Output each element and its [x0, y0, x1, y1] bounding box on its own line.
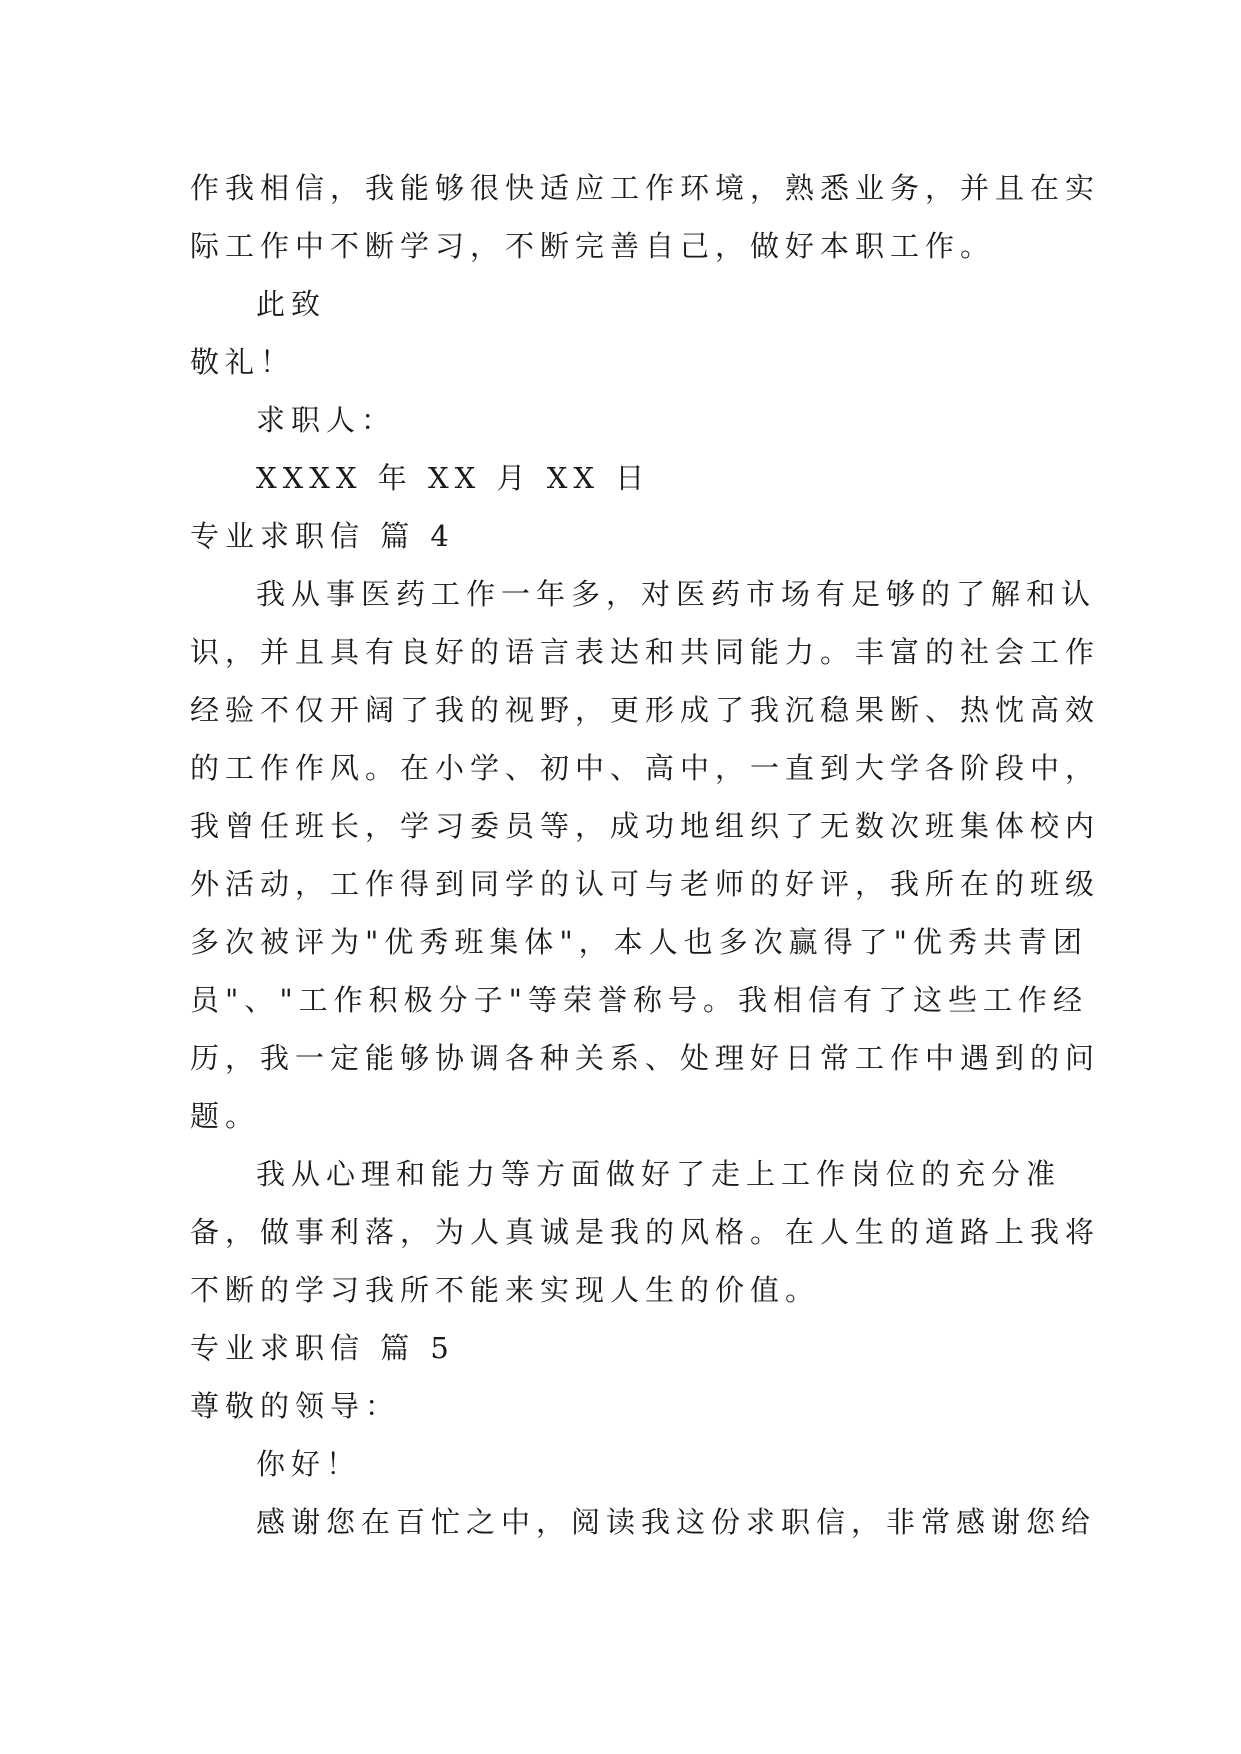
salutation-closing: 敬礼！ — [190, 345, 296, 379]
paragraph-line: 外活动，工作得到同学的认可与老师的好评，我所在的班级 — [190, 867, 1101, 901]
paragraph-line: 我从心理和能力等方面做好了走上工作岗位的充分准 — [256, 1157, 1062, 1191]
paragraph-line: 备，做事利落，为人真诚是我的风格。在人生的道路上我将 — [190, 1215, 1101, 1249]
paragraph-line: 员"、"工作积极分子"等荣誉称号。我相信有了这些工作经 — [190, 983, 1089, 1017]
paragraph-line: 我曾任班长，学习委员等，成功地组织了无数次班集体校内 — [190, 809, 1101, 843]
applicant-signature: 求职人： — [256, 403, 397, 437]
section-heading: 专业求职信 篇 4 — [190, 519, 455, 553]
paragraph-line: 我从事医药工作一年多，对医药市场有足够的了解和认 — [256, 577, 1097, 611]
paragraph-line: 不断的学习我所不能来实现人生的价值。 — [190, 1273, 821, 1307]
paragraph-line: 感谢您在百忙之中，阅读我这份求职信，非常感谢您给 — [256, 1505, 1097, 1539]
paragraph-line: 多次被评为"优秀班集体"，本人也多次赢得了"优秀共青团 — [190, 925, 1089, 959]
paragraph-line: 的工作作风。在小学、初中、高中，一直到大学各阶段中， — [190, 751, 1101, 785]
section-heading: 专业求职信 篇 5 — [190, 1331, 455, 1365]
paragraph-line: 历，我一定能够协调各种关系、处理好日常工作中遇到的问 — [190, 1041, 1101, 1075]
paragraph-line: 经验不仅开阔了我的视野，更形成了我沉稳果断、热忱高效 — [190, 693, 1101, 727]
greeting: 你好！ — [256, 1447, 362, 1481]
salutation: 尊敬的领导： — [190, 1389, 401, 1423]
paragraph-line: 作我相信，我能够很快适应工作环境，熟悉业务，并且在实 — [190, 171, 1101, 205]
paragraph-line: 际工作中不断学习，不断完善自己，做好本职工作。 — [190, 229, 996, 263]
paragraph-line: 识，并且具有良好的语言表达和共同能力。丰富的社会工作 — [190, 635, 1101, 669]
closing-phrase: 此致 — [256, 287, 327, 321]
date-line: XXXX 年 XX 月 XX 日 — [256, 461, 651, 495]
paragraph-line: 题。 — [190, 1099, 261, 1133]
